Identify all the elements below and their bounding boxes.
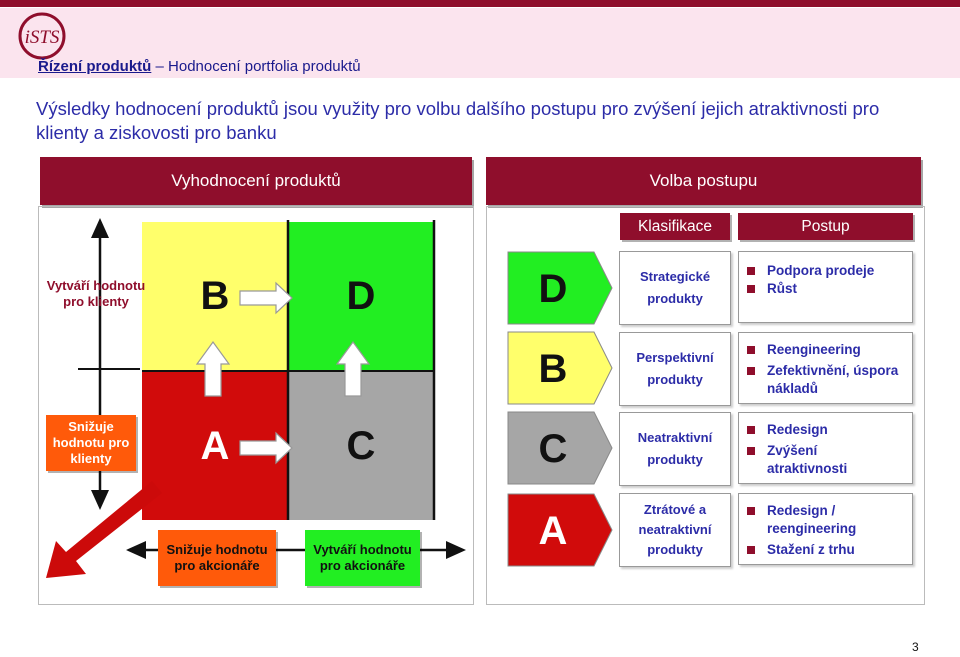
action-box-d (738, 251, 913, 323)
row-letter-b: B (538, 346, 568, 391)
bullet-icon (747, 447, 755, 455)
x-axis-right-label: Vytváří hodnotu pro akcionáře (305, 530, 420, 586)
bullet-icon (747, 267, 755, 275)
classification-line: Neatraktivní (637, 430, 713, 445)
breadcrumb-separator: – (151, 58, 169, 75)
action-item: Redesign / reengineering (767, 503, 857, 536)
bullet-icon (747, 507, 755, 515)
ists-logo-icon (17, 11, 67, 61)
quadrant-b: B (142, 222, 288, 370)
column-header-classification: Klasifikace (620, 213, 730, 240)
bullet-icon (747, 367, 755, 375)
row-letter-d: D (538, 266, 568, 311)
breadcrumb-main: Řízení produktů (38, 58, 152, 75)
classification-line: Ztrátové a (643, 502, 707, 517)
classification-strategic (619, 251, 731, 325)
row-letter-c: C (538, 426, 568, 471)
action-box-c (738, 412, 913, 484)
row-letter-a: A (538, 508, 568, 553)
classification-perspective (619, 332, 731, 406)
action-box-b (738, 332, 913, 404)
classification-line: Perspektivní (636, 350, 714, 365)
classification-loss (619, 493, 731, 567)
column-header-action: Postup (738, 213, 913, 240)
bullet-icon (747, 546, 755, 554)
quadrant-c: C (289, 372, 433, 520)
classification-unattractive (619, 412, 731, 486)
breadcrumb-sub: Hodnocení portfolia produktů (168, 58, 361, 75)
classification-line: produkty (647, 372, 703, 387)
svg-text:iSTS: iSTS (24, 27, 60, 48)
classification-line: produkty (647, 291, 703, 306)
action-item: Reengineering (767, 342, 861, 357)
classification-line: produkty (647, 542, 703, 557)
action-item: Zvýšení atraktivnosti (767, 443, 848, 476)
bullet-icon (747, 346, 755, 354)
classification-line: Strategické (639, 269, 711, 284)
y-axis-top-label: Vytváří hodnotu pro klienty (46, 278, 146, 309)
bullet-icon (747, 285, 755, 293)
page-title: Výsledky hodnocení produktů jsou využity pro volbu dalšího postupu pro zvýšení jejich atraktivnosti pro klienty a ziskovosti pro banku (36, 98, 880, 143)
action-item: Stažení z trhu (767, 542, 855, 557)
breadcrumb (38, 58, 361, 75)
action-item: Růst (767, 281, 797, 296)
bullet-icon (747, 426, 755, 434)
action-item: Podpora prodeje (767, 263, 875, 278)
x-axis-left-label: Snižuje hodnotu pro akcionáře (158, 530, 276, 586)
classification-line: produkty (647, 452, 703, 467)
left-panel-header: Vyhodnocení produktů (40, 157, 472, 205)
right-panel-header: Volba postupu (486, 157, 921, 205)
page-number: 3 (912, 640, 919, 654)
action-item: Zefektivnění, úspora nákladů (767, 363, 899, 396)
classification-line: neatraktivní (638, 522, 712, 537)
quadrant-a: A (142, 372, 288, 520)
action-box-a (738, 493, 913, 565)
y-axis-bottom-label: Snižuje hodnotu pro klienty (46, 415, 136, 471)
top-brand-bar (0, 0, 960, 7)
action-item: Redesign (767, 422, 828, 437)
quadrant-d: D (289, 222, 433, 370)
